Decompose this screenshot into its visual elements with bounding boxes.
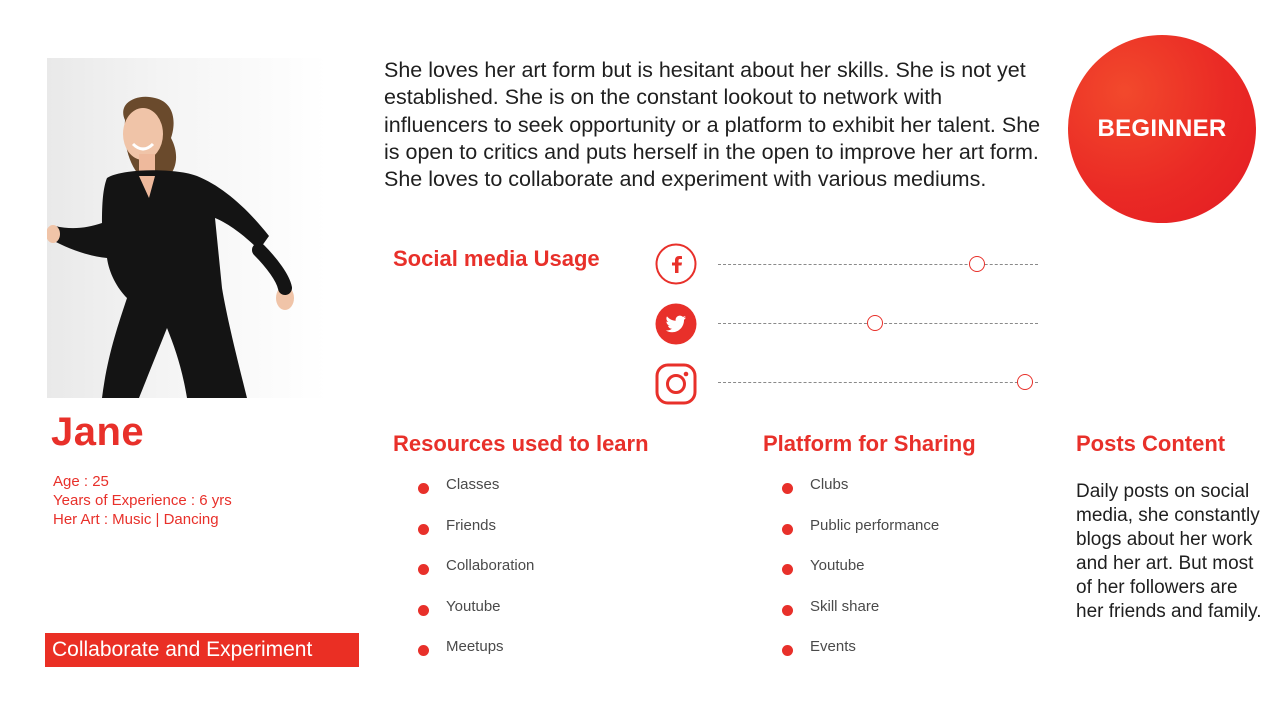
list-item: Public performance bbox=[782, 517, 939, 558]
facebook-icon bbox=[655, 243, 697, 285]
list-item: Classes bbox=[418, 476, 534, 517]
platforms-list bbox=[782, 476, 939, 679]
bullet-icon bbox=[782, 524, 793, 535]
twitter-usage-marker bbox=[867, 315, 883, 331]
bullet-icon bbox=[782, 483, 793, 494]
platforms-heading: Platform for Sharing bbox=[763, 431, 976, 456]
twitter-icon bbox=[655, 303, 697, 345]
bullet-icon bbox=[418, 524, 429, 535]
list-item: Meetups bbox=[418, 638, 534, 679]
list-item: Collaboration bbox=[418, 557, 534, 598]
bullet-icon bbox=[782, 605, 793, 616]
bullet-icon bbox=[782, 564, 793, 575]
profile-photo bbox=[47, 58, 327, 398]
instagram-usage-track bbox=[718, 382, 1038, 383]
person-silhouette bbox=[47, 58, 327, 398]
instagram-usage-marker bbox=[1017, 374, 1033, 390]
list-item: Youtube bbox=[782, 557, 939, 598]
age-text: Age : 25 bbox=[53, 473, 109, 490]
list-item: Events bbox=[782, 638, 939, 679]
twitter-usage-track bbox=[718, 323, 1038, 324]
bullet-icon bbox=[418, 605, 429, 616]
art-text: Her Art : Music | Dancing bbox=[53, 511, 219, 528]
list-item: Youtube bbox=[418, 598, 534, 639]
persona-details bbox=[53, 472, 232, 529]
posts-description: Daily posts on social media, she constantly blogs about her work and her art. But most of her followers are her friends and family. bbox=[1076, 481, 1262, 622]
tagline-label: Collaborate and Experiment bbox=[45, 633, 359, 667]
list-item: Skill share bbox=[782, 598, 939, 639]
experience-text: Years of Experience : 6 yrs bbox=[53, 492, 232, 509]
social-media-heading: Social media Usage bbox=[393, 246, 600, 271]
bullet-icon bbox=[418, 483, 429, 494]
list-item: Friends bbox=[418, 517, 534, 558]
resources-heading: Resources used to learn bbox=[393, 431, 649, 456]
bullet-icon bbox=[782, 645, 793, 656]
facebook-usage-track bbox=[718, 264, 1038, 265]
instagram-icon bbox=[655, 363, 697, 405]
resources-list bbox=[418, 476, 534, 679]
persona-name: Jane bbox=[51, 410, 145, 454]
list-item: Clubs bbox=[782, 476, 939, 517]
bullet-icon bbox=[418, 645, 429, 656]
persona-bio: She loves her art form but is hesitant about her skills. She is not yet established. She is on the constant lookout to network with influencers to seek opportunity or a platform to exhibit her talent. She is open to critics and puts herself in the open to improve her art form. She loves to collaborate and experiment with various mediums. bbox=[384, 58, 1041, 192]
bullet-icon bbox=[418, 564, 429, 575]
posts-heading: Posts Content bbox=[1076, 431, 1226, 456]
level-badge: BEGINNER bbox=[1068, 35, 1256, 223]
facebook-usage-marker bbox=[969, 256, 985, 272]
